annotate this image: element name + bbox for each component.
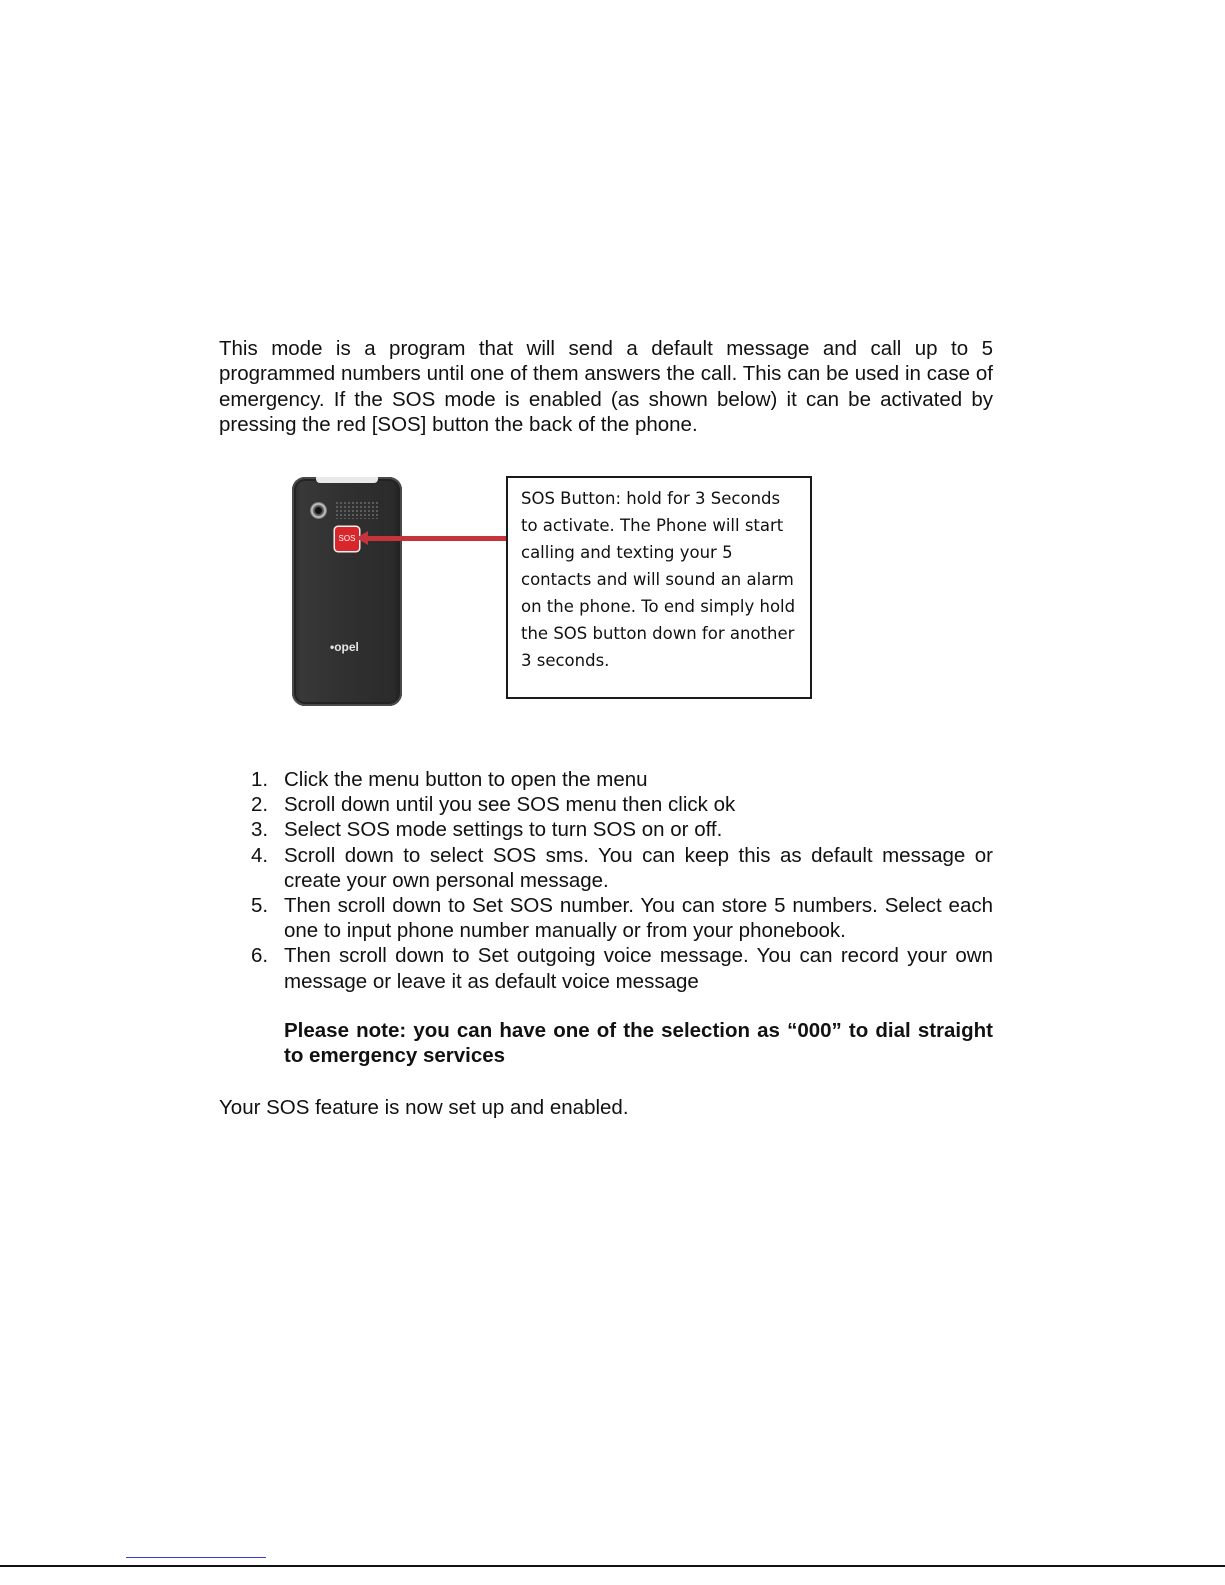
camera-icon bbox=[310, 502, 327, 519]
list-item bbox=[247, 792, 993, 817]
list-item bbox=[247, 767, 993, 792]
step-number: 6. bbox=[251, 944, 269, 968]
emergency-note: Please note: you can have one of the selection as “000” to dial straight to emergency services bbox=[284, 1019, 993, 1068]
list-item bbox=[247, 943, 993, 993]
page-bottom-border bbox=[0, 1565, 1225, 1567]
step-number: 4. bbox=[251, 843, 269, 867]
intro-paragraph: This mode is a program that will send a default message and call up to 5 programmed numbers until one of them answers the call. This can be used in case of emergency. If the SOS mode is enabled (as shown below) it can be activated by pressing the red [SOS] button the back of the phone. bbox=[219, 337, 993, 436]
steps-list bbox=[247, 767, 993, 994]
step-text: Then scroll down to Set SOS number. You can store 5 numbers. Select each one to input phone number manually or from your phonebook. bbox=[284, 894, 993, 943]
sos-button-illustration: SOS bbox=[335, 527, 359, 551]
step-number: 1. bbox=[251, 768, 269, 791]
list-item bbox=[247, 817, 993, 842]
step-text: Then scroll down to Set outgoing voice message. You can record your own message or leave it as default voice message bbox=[284, 944, 993, 993]
step-number: 5. bbox=[251, 894, 269, 918]
speaker-grille bbox=[335, 501, 379, 519]
phone-top-strip bbox=[316, 477, 378, 483]
step-number: 3. bbox=[251, 818, 269, 842]
step-text: Select SOS mode settings to turn SOS on or off. bbox=[284, 818, 723, 842]
phone-back-image bbox=[292, 477, 402, 706]
callout-box: SOS Button: hold for 3 Seconds to activate. The Phone will start calling and texting your 5 contacts and will sound an alarm on the phone. To end simply hold the SOS button down for another 3 seconds. bbox=[506, 476, 812, 699]
arrow-line bbox=[366, 536, 507, 541]
arrow-left-icon bbox=[356, 531, 368, 545]
list-item bbox=[247, 843, 993, 893]
closing-line: Your SOS feature is now set up and enabled. bbox=[219, 1096, 629, 1119]
step-number: 2. bbox=[251, 793, 269, 817]
step-text: Scroll down until you see SOS menu then click ok bbox=[284, 793, 736, 817]
step-text: Scroll down to select SOS sms. You can keep this as default message or create your own personal message. bbox=[284, 843, 993, 892]
step-text: Click the menu button to open the menu bbox=[284, 768, 648, 791]
footer-link-underline bbox=[126, 1557, 266, 1558]
brand-logo: •opel bbox=[330, 640, 359, 654]
list-item bbox=[247, 893, 993, 943]
